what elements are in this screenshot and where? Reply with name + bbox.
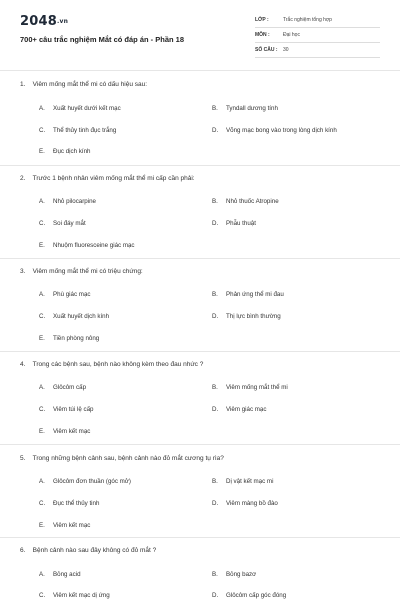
option-letter: C. (39, 406, 46, 413)
option-d[interactable] (212, 220, 256, 227)
question-divider (0, 165, 400, 166)
option-letter: C. (39, 592, 46, 599)
option-text: Phẫu thuật (226, 220, 256, 227)
question-stem: Viêm mống mắt thể mi có triệu chứng: (32, 268, 143, 275)
option-text: Thể thủy tinh đục trắng (53, 127, 117, 134)
option-letter: B. (212, 478, 218, 485)
question-number: 1. (20, 81, 26, 88)
meta-subject-row (255, 29, 380, 43)
option-text: Glôcôm đơn thuần (góc mở) (53, 478, 131, 485)
meta-value: Đại học (283, 32, 300, 38)
option-c[interactable] (39, 127, 116, 134)
meta-class-row (255, 14, 380, 28)
option-text: Nhỏ pilocarpine (53, 198, 96, 205)
option-letter: A. (39, 478, 45, 485)
option-e[interactable] (39, 242, 135, 249)
option-letter: D. (212, 313, 219, 320)
question-stem: Viêm mống mắt thể mi có dấu hiệu sau: (32, 81, 148, 88)
option-letter: C. (39, 500, 46, 507)
option-text: Xuất huyết dưới kết mạc (53, 105, 121, 112)
option-a[interactable] (39, 478, 131, 485)
option-c[interactable] (39, 313, 109, 320)
meta-key: SỐ CÂU : (255, 47, 278, 53)
question-number: 5. (20, 455, 26, 462)
option-letter: E. (39, 335, 45, 342)
option-letter: D. (212, 220, 219, 227)
option-text: Nhuộm fluoresceine giác mạc (53, 242, 135, 249)
option-b[interactable] (212, 478, 273, 485)
question-number: 4. (20, 361, 26, 368)
option-e[interactable] (39, 522, 90, 529)
meta-key: LỚP : (255, 17, 269, 23)
option-letter: E. (39, 148, 45, 155)
option-e[interactable] (39, 148, 91, 155)
option-letter: D. (212, 592, 219, 599)
logo-main: 2048 (20, 14, 57, 29)
meta-value: Trắc nghiệm tổng hợp (283, 17, 332, 23)
option-d[interactable] (212, 592, 286, 599)
question-text (20, 361, 203, 368)
option-a[interactable] (39, 571, 81, 578)
option-letter: A. (39, 291, 45, 298)
option-d[interactable] (212, 500, 278, 507)
option-text: Viêm giác mạc (226, 406, 267, 413)
option-b[interactable] (212, 105, 278, 112)
option-text: Viêm mống mắt thể mi (226, 384, 288, 391)
option-text: Đục dịch kính (53, 148, 91, 155)
question-text (20, 547, 156, 554)
question-number: 3. (20, 268, 26, 275)
option-text: Dị vật kết mạc mi (226, 478, 274, 485)
option-letter: C. (39, 220, 46, 227)
option-text: Thị lực bình thường (226, 313, 281, 320)
option-text: Võng mạc bong vào trong lòng dịch kính (226, 127, 337, 134)
option-letter: D. (212, 406, 219, 413)
option-b[interactable] (212, 198, 279, 205)
option-c[interactable] (39, 500, 99, 507)
option-a[interactable] (39, 105, 121, 112)
question-divider (0, 537, 400, 538)
question-text (20, 268, 143, 275)
option-text: Glôcôm cấp (53, 384, 87, 391)
option-text: Phản ứng thể mi đau (226, 291, 284, 298)
option-text: Nhỏ thuốc Atropine (226, 198, 279, 205)
option-letter: B. (212, 571, 218, 578)
question-divider (0, 444, 400, 445)
question-text (20, 81, 147, 88)
question-number: 2. (20, 175, 26, 182)
question-divider (0, 258, 400, 259)
question-number: 6. (20, 547, 26, 554)
option-a[interactable] (39, 198, 96, 205)
option-letter: C. (39, 127, 46, 134)
question-stem: Trước 1 bệnh nhân viêm mống mắt thể mi cấp cần phải: (32, 175, 195, 182)
option-letter: B. (212, 291, 218, 298)
header-divider (0, 70, 400, 71)
option-letter: A. (39, 198, 45, 205)
option-text: Viêm kết mạc (53, 522, 91, 529)
option-text: Tiền phòng nông (53, 335, 100, 342)
option-text: Viêm màng bồ đào (226, 500, 278, 507)
option-text: Đục thể thủy tinh (53, 500, 100, 507)
option-letter: B. (212, 198, 218, 205)
question-text (20, 175, 195, 182)
option-letter: B. (212, 384, 218, 391)
option-e[interactable] (39, 428, 90, 435)
option-text: Tyndall dương tính (226, 105, 278, 112)
option-d[interactable] (212, 313, 281, 320)
option-a[interactable] (39, 384, 86, 391)
option-text: Viêm kết mạc (53, 428, 91, 435)
option-d[interactable] (212, 127, 337, 134)
option-b[interactable] (212, 291, 284, 298)
option-c[interactable] (39, 406, 93, 413)
question-text (20, 455, 224, 462)
option-d[interactable] (212, 406, 266, 413)
document-title: 700+ câu trắc nghiệm Mắt có đáp án - Phần 18 (20, 35, 185, 44)
option-b[interactable] (212, 571, 256, 578)
option-text: Viêm kết mạc dị ứng (53, 592, 110, 599)
option-e[interactable] (39, 335, 99, 342)
document-header (0, 0, 400, 68)
site-logo[interactable] (20, 14, 68, 29)
option-letter: A. (39, 105, 45, 112)
option-letter: E. (39, 242, 45, 249)
option-c[interactable] (39, 220, 86, 227)
option-letter: D. (212, 127, 219, 134)
option-letter: E. (39, 522, 45, 529)
meta-value: 30 (283, 47, 289, 53)
option-b[interactable] (212, 384, 288, 391)
option-letter: C. (39, 313, 46, 320)
question-stem: Trong các bệnh sau, bệnh nào không kèm theo đau nhức ? (32, 361, 204, 368)
option-text: Xuất huyết dịch kính (53, 313, 110, 320)
option-letter: A. (39, 571, 45, 578)
question-divider (0, 351, 400, 352)
option-text: Bỏng acid (53, 571, 81, 578)
option-text: Viêm túi lệ cấp (53, 406, 94, 413)
option-text: Soi đáy mắt (53, 220, 86, 227)
option-letter: E. (39, 428, 45, 435)
option-letter: B. (212, 105, 218, 112)
option-letter: D. (212, 500, 219, 507)
question-stem: Bệnh cảnh nào sau đây không có đỏ mắt ? (32, 547, 157, 554)
question-stem: Trong những bệnh cảnh sau, bệnh cảnh nào đỏ mắt cương tụ rìa? (32, 455, 224, 462)
option-text: Phù giác mạc (53, 291, 91, 298)
meta-count-row (255, 44, 380, 58)
option-letter: A. (39, 384, 45, 391)
option-text: Bỏng bazơ (226, 571, 257, 578)
option-text: Glôcôm cấp góc đóng (226, 592, 287, 599)
meta-key: MÔN : (255, 32, 270, 38)
option-c[interactable] (39, 592, 110, 599)
logo-suffix: .vn (56, 18, 69, 25)
option-a[interactable] (39, 291, 91, 298)
